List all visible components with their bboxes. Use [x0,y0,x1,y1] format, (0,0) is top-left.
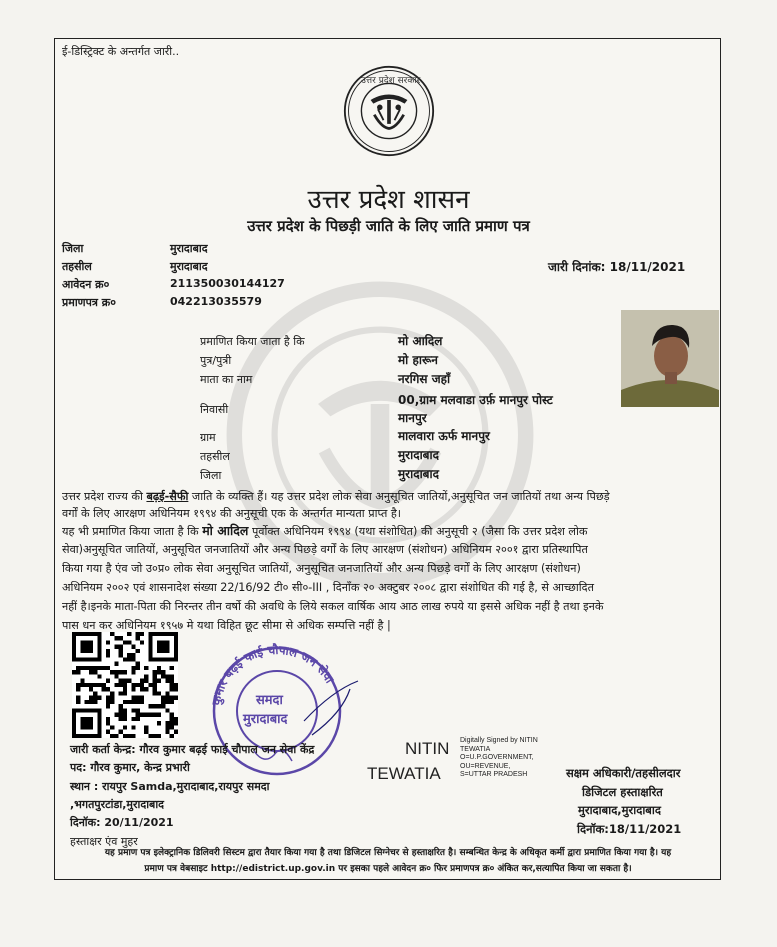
emblem-text: उत्तर प्रदेश सरकार [361,76,421,86]
parent-label: पुत्र/पुत्री [200,354,232,367]
digital-sign-line-2: TEWATIA [460,745,491,753]
seal-ring-text: कुमार बढ़ई फाई चौपाल जन सेवा [209,643,337,707]
para2-line6: पास धन कर अधिनियम १९५७ मे यथा विहित छूट सीमा से अधिक सम्पत्ति नहीं है | [62,619,391,632]
page-title: उत्तर प्रदेश शासन [307,185,470,215]
seal-center-2: मुरादाबाद [243,712,288,727]
para1-text-b: जाति के व्यक्ति हैं। यह उत्तर प्रदेश लोक सेवा अनुसूचित जातियों,अनुसूचित जन जातियों तथा अन्य पिछड़े [191,490,610,503]
application-number: 211350030144127 [170,277,285,290]
header-note: ई-डिस्ट्रिक्ट के अन्तर्गत जारी.. [62,45,180,58]
detail-tehsil-value: मुरादाबाद [398,448,440,462]
tehsil-label: तहसील [62,260,92,273]
digital-sign-line-3: O=U.P.GOVERNMENT, [460,754,534,761]
detail-district-label: जिला [200,469,222,482]
resident-label: निवासी [200,403,229,416]
digital-sign-line-1: Digitally Signed by NITIN [460,737,538,744]
resident-line-1: 00,ग्राम मलवाडा उर्फ़ मानपुर पोस्ट [398,393,553,407]
certificate-number: 042213035579 [170,295,262,308]
officer-sign-label: डिजिटल हस्ताक्षरित [582,785,663,799]
person-photo-icon [621,310,719,407]
seal-center-1: समदा [256,693,283,708]
certify-label: प्रमाणित किया जाता है कि [200,335,305,348]
para2-text-b: पूर्वोक्त अधिनियम १९९४ (यथा संशोधित) की अनुसूची २ (जैसा कि उत्तर प्रदेश लोक [251,525,588,538]
para2-line5: नहीं है।इनके माता-पिता की निरन्तर तीन वर्षो की अवधि के लिये सकल वार्षिक आय आठ लाख रुपये या इससे अधिक नहीं है तथा इनके [62,600,604,613]
footer-line-2: प्रमाण पत्र वेबसाइट http://edistrict.up.gov.in पर इसका पहले आवेदन क्र० फिर प्रमाणपत्र क्र० अंकित कर,सत्यापित किया जा सकता है। [144,864,632,874]
footer-line-1: यह प्रमाण पत्र इलेक्ट्रानिक डिलिवरी सिस्टम द्वारा तैयार किया गया है तथा डिजिटल सिग्नेचर से हस्ताक्षरित है। सम्बन्धित केन्द्र के अधिकृत कर्मी द्वारा प्रमाणित किया गया है। यह [104,848,672,858]
issuer-place-2: ,भगतपुरटांडा,मुरादाबाद [70,798,165,811]
para1-line2: वर्गों के लिए आरक्षण अधिनियम १९९४ की अनुसूची एक के अन्तर्गत मान्यता प्राप्त है। [62,507,402,520]
parent-name: मो हारून [398,353,438,367]
para2-text-a: यह भी प्रमाणित किया जाता है कि [62,525,199,538]
para2-line4: अधिनियम २००२ एवं शासनादेश संख्या 22/16/92 टी० सी०-III , दिनाँक २० अक्टुबर २००८ द्वारा संशोधित की गई है, से आच्छादित [62,581,595,594]
caste-name: बढ़ई-सैफी [146,490,189,503]
issuer-post: पद: गौरव कुमार, केन्द्र प्रभारी [70,761,190,774]
holder-name: मो आदिल [398,334,443,348]
issuer-date: दिनॉक: 20/11/2021 [70,816,174,829]
para2-holder-name: मो आदिल [202,523,249,538]
application-label: आवेदन क्र० [62,278,110,291]
district-value: मुरादाबाद [170,242,208,255]
mother-label: माता का नाम [200,373,253,386]
village-value: मालवारा ऊर्फ मानपुर [398,429,490,443]
para2-line3: किया गया है एंव जो उ०प्र० लोक सेवा अनुसूचित जातियों, अनुसूचित जनजातियों और अन्य पिछड़े वर्गों के लिए आरक्षण (संशोधन) [62,562,581,575]
resident-line-2: मानपुर [398,411,427,425]
mother-name: नरगिस जहाँ [398,372,451,386]
detail-district-value: मुरादाबाद [398,467,440,481]
village-label: ग्राम [200,431,216,444]
issue-date: जारी दिनांक: 18/11/2021 [548,260,686,274]
para2-line2: सेवा)अनुसूचित जातियों, अनुसूचित जनजातियों और अन्य पिछड़े वर्गों के लिए आरक्षण (संशोधन) अधिनियम २००१ द्वारा प्रतिस्थापित [62,543,588,556]
digital-sign-line-4: OU=REVENUE, [460,762,511,770]
qr-code-icon [72,632,178,738]
signer-name-1: NITIN [405,739,450,758]
para2-line1 [62,521,588,542]
applicant-photo [621,310,719,407]
officer-date: दिनॉक:18/11/2021 [577,822,682,836]
issuing-center: जारी कर्ता केन्द्र: गौरव कुमार बढ़ई फाई चौपाल जन सेवा केंद्र [70,743,315,756]
detail-tehsil-label: तहसील [200,450,230,463]
district-label: जिला [62,242,84,255]
issuer-sign-label: हस्ताक्षर एंव मुहर [70,835,138,848]
page-subtitle: उत्तर प्रदेश के पिछड़ी जाति के लिए जाति प्रमाण पत्र [247,217,530,235]
signer-name-2: TEWATIA [367,764,441,783]
officer-title: सक्षम अधिकारी/तहसीलदार [566,766,681,780]
issuer-place-1: स्थान : रायपुर Samda,मुरादाबाद,रायपुर समदा [70,780,270,793]
tehsil-value: मुरादाबाद [170,260,208,273]
digital-signature-details [460,737,538,780]
digital-sign-line-5: S=UTTAR PRADESH [460,771,528,778]
officer-place: मुरादाबाद,मुरादाबाद [578,803,661,817]
para1-text-a: उत्तर प्रदेश राज्य की [62,490,143,503]
certificate-label: प्रमाणपत्र क्र० [62,296,116,309]
